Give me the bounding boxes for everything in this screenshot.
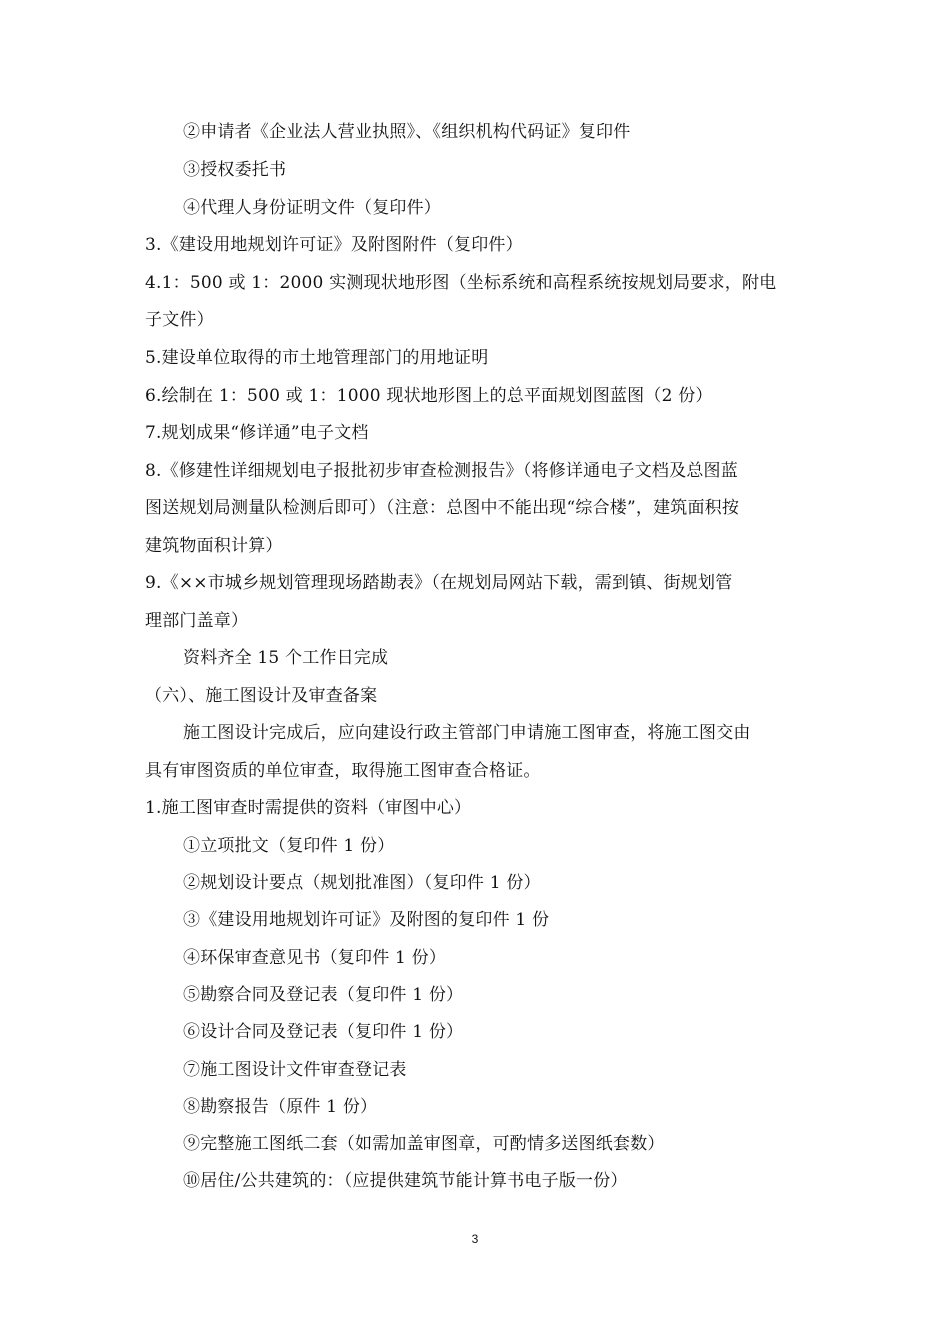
text-line: 9.《××市城乡规划管理现场踏勘表》（在规划局网站下载，需到镇、街规划管 — [145, 573, 733, 593]
text-line: 3.《建设用地规划许可证》及附图附件（复印件） — [145, 235, 523, 255]
text-line: 施工图设计完成后，应向建设行政主管部门申请施工图审查，将施工图交由 — [183, 723, 751, 743]
text-line: ③《建设用地规划许可证》及附图的复印件 1 份 — [183, 910, 550, 930]
text-line: 7.规划成果“修详通”电子文档 — [145, 423, 369, 443]
text-line: 图送规划局测量队检测后即可）（注意：总图中不能出现“综合楼”，建筑面积按 — [145, 498, 740, 518]
text-line: 1.施工图审查时需提供的资料（审图中心） — [145, 798, 472, 818]
text-line: 8.《修建性详细规划电子报批初步审查检测报告》（将修详通电子文档及总图蓝 — [145, 461, 738, 481]
text-line: 资料齐全 15 个工作日完成 — [183, 648, 389, 668]
text-line: 4.1：500 或 1：2000 实测现状地形图（坐标系统和高程系统按规划局要求，附电 — [145, 273, 777, 293]
page-number: 3 — [471, 1232, 479, 1246]
text-line: ①立项批文（复印件 1 份） — [183, 836, 395, 856]
text-line: ④代理人身份证明文件（复印件） — [183, 198, 441, 218]
text-line: 5.建设单位取得的市土地管理部门的用地证明 — [145, 348, 489, 368]
text-line: ⑥设计合同及登记表（复印件 1 份） — [183, 1022, 464, 1042]
text-line: ⑩居住/公共建筑的：（应提供建筑节能计算书电子版一份） — [183, 1171, 628, 1191]
text-line: ⑤勘察合同及登记表（复印件 1 份） — [183, 985, 464, 1005]
text-line: ②申请者《企业法人营业执照》、《组织机构代码证》复印件 — [183, 122, 631, 142]
text-line: 建筑物面积计算） — [145, 536, 283, 556]
section-heading: （六）、施工图设计及审查备案 — [145, 686, 378, 706]
text-line: ⑧勘察报告（原件 1 份） — [183, 1097, 378, 1117]
text-line: ④环保审查意见书（复印件 1 份） — [183, 948, 447, 968]
text-line: 理部门盖章） — [145, 611, 249, 631]
text-line: ⑦施工图设计文件审查登记表 — [183, 1060, 407, 1080]
text-line: ②规划设计要点（规划批准图）（复印件 1 份） — [183, 873, 541, 893]
text-line: ③授权委托书 — [183, 160, 287, 180]
text-line: ⑨完整施工图纸二套（如需加盖审图章，可酌情多送图纸套数） — [183, 1134, 665, 1154]
text-line: 子文件） — [145, 310, 214, 330]
text-line: 6.绘制在 1：500 或 1：1000 现状地形图上的总平面规划图蓝图（2 份） — [145, 386, 713, 406]
text-line: 具有审图资质的单位审查，取得施工图审查合格证。 — [145, 761, 541, 781]
